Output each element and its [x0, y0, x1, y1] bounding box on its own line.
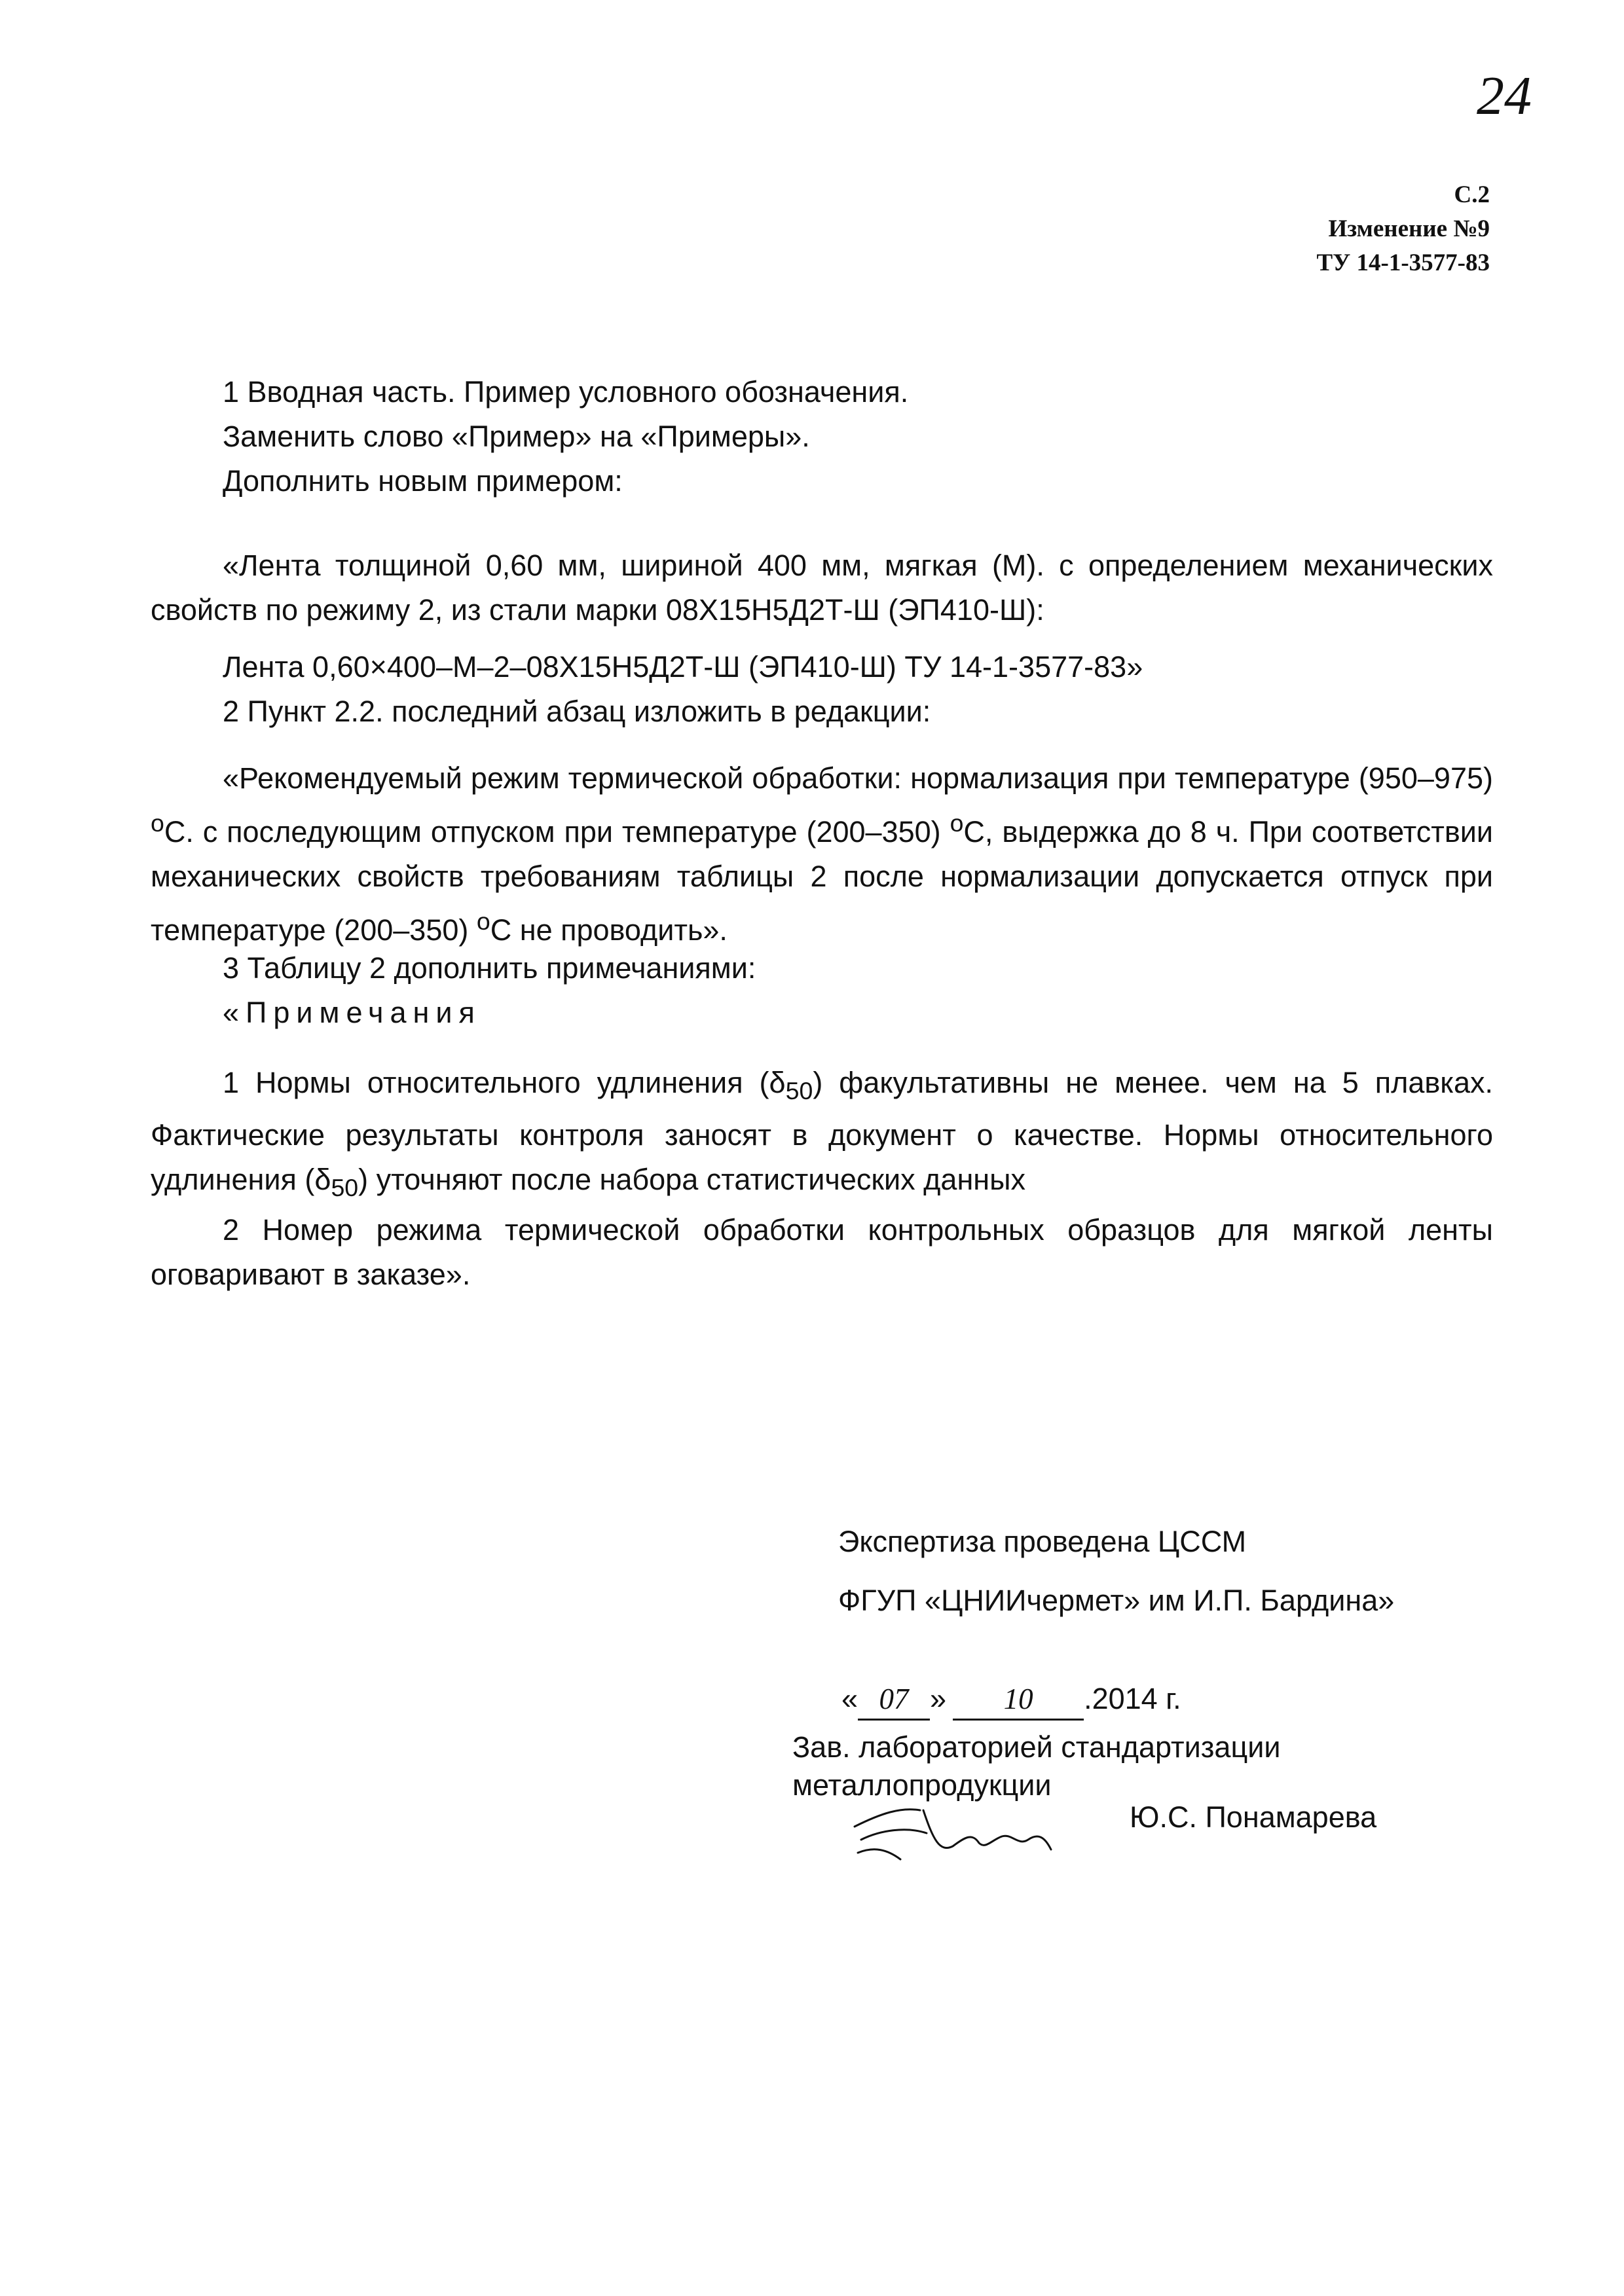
signer-name: Ю.С. Понамарева [1130, 1800, 1377, 1834]
document-header [1316, 178, 1490, 280]
header-change: Изменение №9 [1328, 215, 1490, 242]
text-fragment: ) факультативны не менее. чем на 5 плавках. Фактические результаты контроля заносят в документ о качестве. Нормы относительного удлинения (δ [151, 1066, 1493, 1196]
subscript-50: 50 [331, 1174, 359, 1201]
handwritten-page-number: 24 [1477, 65, 1532, 126]
date-line [841, 1679, 1181, 1721]
date-open-quote: « [841, 1682, 858, 1715]
paragraph-1: 1 Вводная часть. Пример условного обозначения. [223, 375, 909, 409]
text-fragment: С, выдержка до 8 ч. При соответствии механических свойств требованиям таблицы 2 после нормализации допускается отпуск при температуре (200–350) [151, 815, 1494, 947]
header-page: С.2 [1454, 181, 1490, 208]
paragraph-10 [151, 1061, 1493, 1210]
section-note-2 [151, 1208, 1493, 1297]
section-heat-treatment [151, 756, 1493, 953]
date-year: .2014 г. [1084, 1682, 1181, 1715]
paragraph-8: 3 Таблицу 2 дополнить примечаниями: [223, 951, 756, 985]
subscript-50: 50 [785, 1077, 813, 1104]
section-intro [151, 370, 1493, 503]
date-day: 07 [858, 1679, 930, 1721]
degree-sign: o [950, 809, 964, 837]
expertise-line-1: Экспертиза проведена ЦССМ [838, 1525, 1247, 1558]
signoff-title-line-1: Зав. лабораторией стандартизации [792, 1730, 1281, 1764]
expertise-line-2: ФГУП «ЦНИИчермет» им И.П. Бардина» [838, 1584, 1395, 1617]
paragraph-6: 2 Пункт 2.2. последний абзац изложить в редакции: [223, 695, 931, 728]
paragraph-4: «Лента толщиной 0,60 мм, шириной 400 мм, мягкая (М). с определением механических свойств по режиму 2, из стали марки 08Х15Н5Д2Т-Ш (ЭП410-Ш): [151, 549, 1493, 627]
text-fragment: ) уточняют после набора статистических данных [358, 1163, 1026, 1196]
date-month: 10 [953, 1679, 1084, 1721]
expertise-block [838, 1512, 1394, 1630]
paragraph-7 [151, 756, 1493, 953]
signoff-title-line-2: металлопродукции [792, 1768, 1052, 1802]
paragraph-11: 2 Номер режима термической обработки контрольных образцов для мягкой ленты оговаривают в заказе». [151, 1213, 1493, 1291]
section-note-1 [151, 1061, 1493, 1210]
handwritten-signature [841, 1787, 1058, 1866]
section-table-notes [151, 946, 1493, 1035]
text-fragment: «Рекомендуемый режим термической обработки: нормализация при температуре (950–975) [223, 761, 1493, 795]
header-doc: ТУ 14-1-3577-83 [1316, 249, 1490, 276]
notes-heading: «Примечания [223, 996, 481, 1029]
text-fragment: 1 Нормы относительного удлинения (δ [223, 1066, 786, 1099]
text-fragment: C. с последующим отпуском при температуре (200–350) [164, 815, 950, 848]
date-close-quote: » [930, 1682, 947, 1715]
section-designation [151, 645, 1493, 734]
text-fragment: С не проводить». [490, 913, 728, 947]
paragraph-3: Дополнить новым примером: [223, 464, 623, 498]
paragraph-2: Заменить слово «Пример» на «Примеры». [223, 420, 810, 453]
section-example [151, 543, 1493, 632]
degree-sign: o [476, 907, 490, 935]
paragraph-5: Лента 0,60×400–М–2–08Х15Н5Д2Т-Ш (ЭП410-Ш) ТУ 14-1-3577-83» [223, 650, 1143, 683]
degree-sign: o [151, 809, 164, 837]
